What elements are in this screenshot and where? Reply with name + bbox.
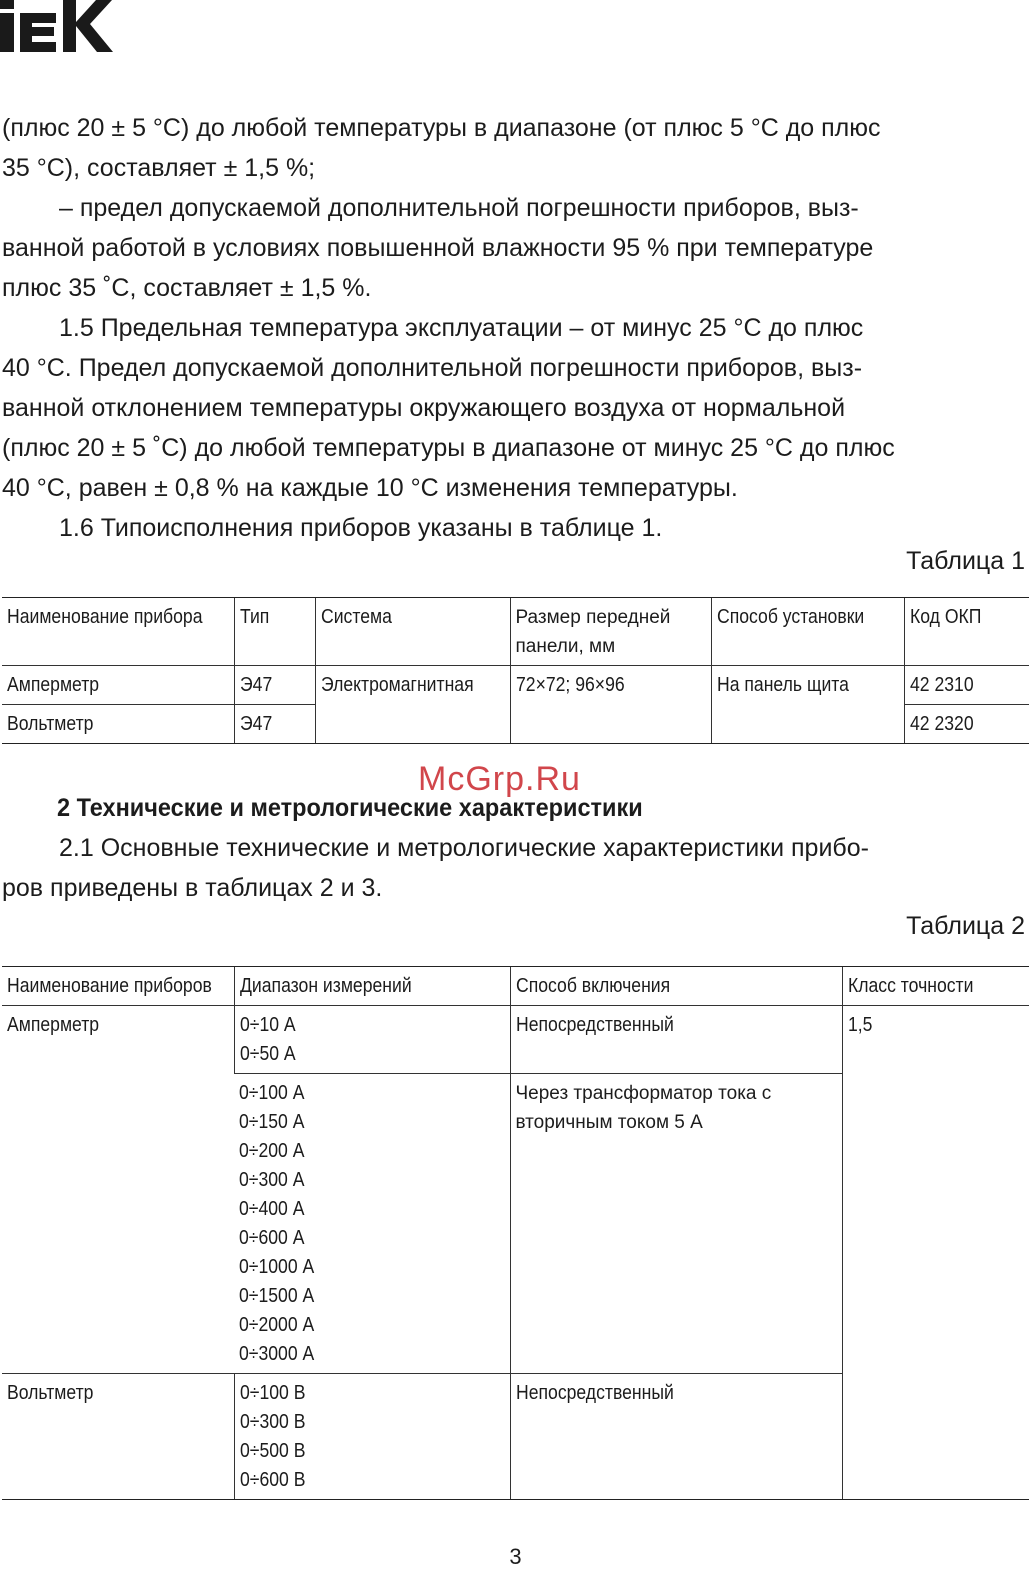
watermark: McGrp.Ru	[418, 760, 581, 798]
table-cell: Амперметр	[2, 1006, 234, 1374]
text-line: 40 °C, равен ± 0,8 % на каждые 10 °C изменения температуры.	[2, 474, 738, 502]
table1-caption: Таблица 1	[906, 547, 1025, 575]
text-line: ров приведены в таблицах 2 и 3.	[2, 874, 383, 902]
table-header-cell: Размер передней панели, мм	[510, 598, 711, 666]
range-value: 0÷50 А	[239, 1043, 296, 1065]
table-cell: Вольтметр	[2, 705, 234, 744]
table-header-cell: Класс точности	[842, 967, 1029, 1006]
table-cell: Через трансформатор тока с вторичным током 5 А	[510, 1074, 842, 1374]
text-line: 1.5 Предельная температура эксплуатации – от минус 25 °C до плюс	[59, 314, 864, 342]
table-header-cell: Наименование прибора	[2, 598, 234, 666]
table-cell: 42 2310	[904, 666, 1029, 705]
range-value: 0÷400 А	[239, 1198, 305, 1220]
table-cell: Непосредственный	[510, 1006, 842, 1074]
section-heading: 2 Технические и метрологические характеристики	[57, 794, 643, 822]
range-value: 0÷100 А	[239, 1082, 305, 1104]
text-line: 35 °C), составляет ± 1,5 %;	[2, 154, 316, 182]
table-cell	[234, 1074, 510, 1374]
range-value: 0÷300 В	[239, 1411, 305, 1433]
table-header-cell: Наименование приборов	[2, 967, 234, 1006]
text-line: 2.1 Основные технические и метрологические характеристики прибо-	[59, 834, 869, 862]
section2-text	[2, 828, 1022, 908]
page-number: 3	[509, 1544, 522, 1569]
range-value: 0÷600 А	[239, 1227, 305, 1249]
range-value: 0÷600 В	[239, 1469, 305, 1491]
text-line: ванной работой в условиях повышенной влажности 95 % при температуре	[2, 234, 874, 262]
text-line: 40 °C. Предел допускаемой дополнительной погрешности приборов, выз-	[2, 354, 863, 382]
text-line: ванной отклонением температуры окружающего воздуха от нормальной	[2, 394, 846, 422]
table1	[2, 597, 1029, 744]
table-cell	[234, 1374, 510, 1500]
table-row	[2, 666, 1029, 705]
range-value: 0÷10 А	[239, 1014, 296, 1036]
range-value: 0÷3000 А	[239, 1343, 315, 1365]
range-value: 0÷2000 А	[239, 1314, 315, 1336]
table-cell	[234, 1006, 510, 1074]
range-value: 0÷100 В	[239, 1382, 305, 1404]
range-value: 0÷1000 А	[239, 1256, 315, 1278]
table-cell: Э47	[234, 666, 315, 705]
intro-text	[2, 108, 1022, 548]
range-value: 0÷1500 А	[239, 1285, 315, 1307]
table-header-cell: Тип	[234, 598, 315, 666]
table-cell: Э47	[234, 705, 315, 744]
table-cell: 72×72; 96×96	[510, 666, 711, 744]
table-cell: Электромагнитная	[315, 666, 510, 744]
table2	[2, 966, 1029, 1500]
text-line: 1.6 Типоисполнения приборов указаны в таблице 1.	[59, 514, 663, 542]
text-line: плюс 35 ˚C, составляет ± 1,5 %.	[2, 274, 372, 302]
table2-header-row	[2, 967, 1029, 1006]
range-value: 0÷300 А	[239, 1169, 305, 1191]
table-header-cell: Способ включения	[510, 967, 842, 1006]
table-cell: Вольтметр	[2, 1374, 234, 1500]
table-cell: На панель щита	[711, 666, 904, 744]
table-header-cell: Код ОКП	[904, 598, 1029, 666]
table-cell: Непосредственный	[510, 1374, 842, 1500]
table-cell: 1,5	[842, 1006, 1029, 1500]
iek-logo	[0, 0, 118, 56]
table-header-cell: Система	[315, 598, 510, 666]
range-value: 0÷200 А	[239, 1140, 305, 1162]
text-line: (плюс 20 ± 5 ˚C) до любой температуры в диапазоне от минус 25 °C до плюс	[2, 434, 895, 462]
iek-logo-graphic	[0, 0, 118, 56]
table-cell: 42 2320	[904, 705, 1029, 744]
text-line: (плюс 20 ± 5 °C) до любой температуры в диапазоне (от плюс 5 °C до плюс	[2, 114, 881, 142]
table-header-cell: Диапазон измерений	[234, 967, 510, 1006]
range-value: 0÷500 В	[239, 1440, 305, 1462]
range-value: 0÷150 А	[239, 1111, 305, 1133]
table-row	[2, 1006, 1029, 1074]
table-cell: Амперметр	[2, 666, 234, 705]
text-line: – предел допускаемой дополнительной погрешности приборов, выз-	[59, 194, 859, 222]
table1-header-row	[2, 598, 1029, 666]
table-header-cell: Способ установки	[711, 598, 904, 666]
table2-caption: Таблица 2	[906, 912, 1025, 940]
